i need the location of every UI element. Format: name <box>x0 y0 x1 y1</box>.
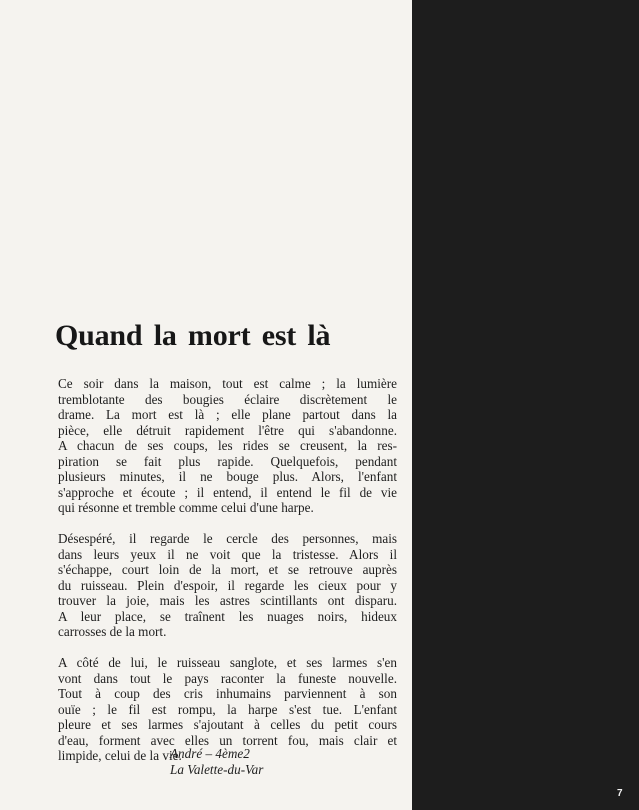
text-line: piration se fait plus rapide. Quelquefois, pendant <box>58 453 397 469</box>
author-name: André – 4ème2 <box>170 746 250 761</box>
text-line: s'échappe, court loin de la mort, et se retrouve auprès <box>58 562 397 577</box>
paragraph-gap <box>58 516 397 532</box>
text-line: du ruisseau. Plein d'espoir, il regarde les cieux pour y <box>58 577 397 593</box>
text-line: dans leurs yeux il ne voit que la tristesse. Alors il <box>58 546 397 562</box>
text-line: d'eau, forment avec elles un torrent fou, mais clair et <box>58 732 397 748</box>
author-place: La Valette-du-Var <box>170 762 264 777</box>
paragraph-1 <box>58 376 397 516</box>
text-line: ouïe ; le fil est rompu, la harpe s'est tue. L'enfant <box>58 701 397 717</box>
article-body <box>58 376 397 764</box>
text-line: pièce, elle détruit rapidement l'être qui s'abandonne. <box>58 422 397 438</box>
page-number: 7 <box>617 788 623 799</box>
text-line: tremblotante des bougies éclaire discrètement le <box>58 391 397 407</box>
author-signature <box>170 746 370 778</box>
article-title: Quand la mort est là <box>55 319 331 352</box>
text-line: s'approche et écoute ; il entend, il entend le fil de vie <box>58 484 397 500</box>
paragraph-2 <box>58 531 397 640</box>
text-line: pleure et ses larmes s'ajoutant à celles du petit cours <box>58 717 397 732</box>
text-line: vont dans tout le pays raconter la funeste nouvelle. <box>58 670 397 686</box>
text-line: Désespéré, il regarde le cercle des personnes, mais <box>58 531 397 546</box>
text-line: trouver la joie, mais les astres scintillants ont disparu. <box>58 593 397 608</box>
text-line: Tout à coup des cris inhumains parviennent à son <box>58 686 397 701</box>
text-line: plusieurs minutes, il ne bouge plus. Alors, l'enfant <box>58 469 397 484</box>
text-line: qui résonne et tremble comme celui d'une harpe. <box>58 500 314 515</box>
text-line: A leur place, se traînent les nuages noirs, hideux <box>58 608 397 624</box>
black-side-band <box>412 0 639 810</box>
text-line: A côté de lui, le ruisseau sanglote, et ses larmes s'en <box>58 655 397 670</box>
text-line: limpide, celui de la vie. <box>58 748 182 763</box>
text-line: Ce soir dans la maison, tout est calme ; la lumière <box>58 376 397 391</box>
paragraph-gap <box>58 640 397 656</box>
text-line: drame. La mort est là ; elle plane partout dans la <box>58 407 397 422</box>
text-line: A chacun de ses coups, les rides se creusent, la res- <box>58 438 397 453</box>
text-line: carrosses de la mort. <box>58 624 167 639</box>
